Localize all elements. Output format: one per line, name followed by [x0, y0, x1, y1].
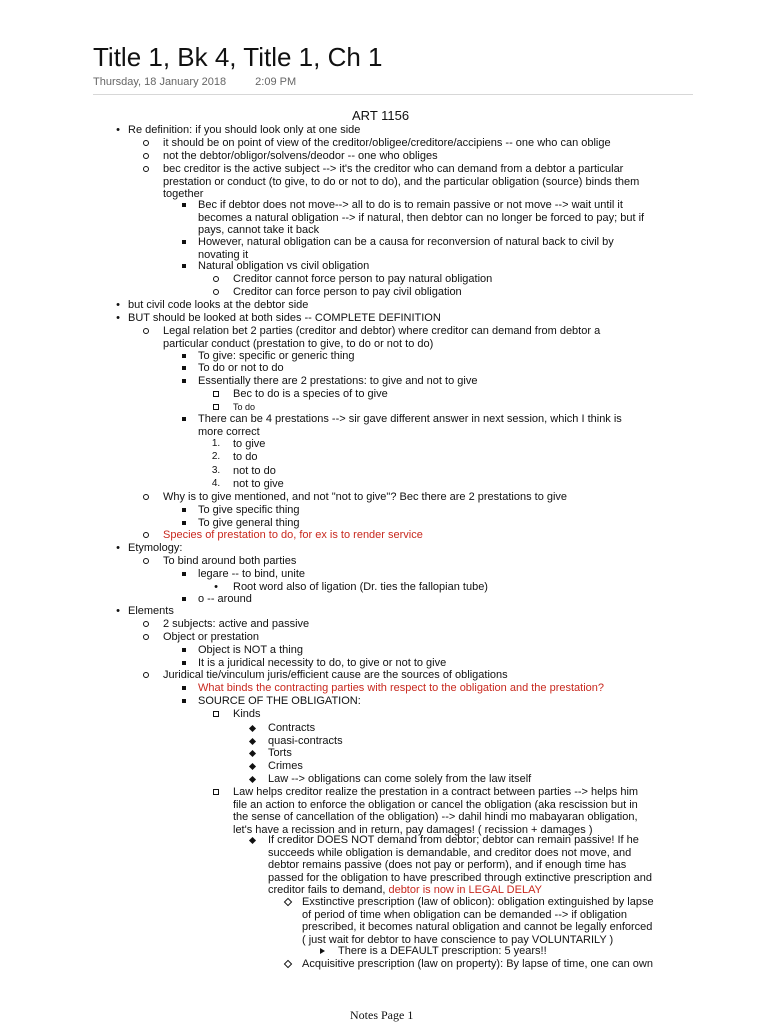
outline-item-text: Exstinctive prescription (law of oblicon): obligation extinguished by lapse [302, 896, 654, 908]
outline-item [268, 747, 292, 760]
bullet-square-icon [178, 236, 190, 249]
outline-item-text: novating it [198, 248, 249, 261]
bullet-dot-icon [112, 605, 124, 618]
page-meta [93, 76, 296, 88]
outline-item-text: To give general thing [198, 517, 300, 529]
bullet-square-icon [178, 593, 190, 606]
page-title: Title 1, Bk 4, Title 1, Ch 1 [93, 42, 383, 72]
bullet-arrow-icon [316, 945, 328, 958]
bullet-circle-icon [140, 618, 152, 631]
bullet-square-icon [178, 362, 190, 375]
outline-item-text: but civil code looks at the debtor side [128, 299, 309, 311]
outline-item-text: the sense of cancellation of the obligation) --> dahil hindi mo mabayaran obligation, [233, 811, 638, 824]
bullet-open-square-icon [210, 786, 222, 799]
outline-item-text: to give [233, 438, 266, 450]
outline-item-text: It is a juridical necessity to do, to give or not to give [198, 657, 447, 669]
outline-item-text: particular conduct (prestation to give, to do or not to do) [163, 337, 434, 350]
outline-item [233, 273, 492, 286]
outline-item [198, 236, 614, 261]
number-marker: 4. [211, 478, 221, 489]
outline-item [163, 491, 567, 504]
outline-item [268, 722, 315, 735]
outline-item-text: pays, cannot take it back [198, 224, 320, 237]
page-footer: Notes Page 1 [350, 1008, 414, 1022]
outline-item [128, 542, 182, 555]
bullet-diamond-icon [246, 834, 258, 847]
outline-item-text: BUT should be looked at both sides -- COMPLETE DEFINITION [128, 312, 441, 324]
outline-item-text: 2 subjects: active and passive [163, 618, 310, 630]
bullet-diamond-icon [246, 722, 258, 735]
outline-item [302, 896, 654, 946]
outline-item [163, 555, 296, 568]
outline-item-text: succeeds while obligation is demandable, and creditor does not move, and [268, 846, 632, 859]
outline-item-text: Object or prestation [163, 631, 259, 643]
bullet-square-icon [178, 375, 190, 388]
outline-item-text: legare -- to bind, unite [198, 568, 306, 580]
outline-item-text: Creditor cannot force person to pay natural obligation [233, 273, 493, 285]
outline-item [233, 388, 388, 401]
outline-item [198, 350, 355, 363]
bullet-diamond-icon [246, 735, 258, 748]
outline-item-text: Crimes [268, 760, 303, 772]
bullet-square-icon [178, 504, 190, 517]
outline-item [233, 581, 488, 594]
bullet-circle-icon [140, 163, 152, 176]
bullet-square-icon [178, 657, 190, 670]
number-marker: 1. [211, 438, 221, 449]
outline-item-text: There is a DEFAULT prescription: 5 years!! [338, 945, 547, 957]
outline-item-text: SOURCE OF THE OBLIGATION: [198, 695, 361, 707]
outline-item [198, 413, 622, 438]
outline-item-text: Why is to give mentioned, and not "not to give"? Bec there are 2 prestations to give [163, 491, 568, 503]
bullet-circle-icon [210, 273, 222, 286]
outline-item-text: becomes a natural obligation --> if natural, then debtor can no longer be forced to pay; but if [198, 211, 645, 224]
outline-item-text: To do or not to do [198, 362, 284, 374]
bullet-circle-icon [140, 137, 152, 150]
bullet-dot-icon [210, 581, 222, 594]
outline-item [198, 657, 446, 670]
outline-item-text: file an action to enforce the obligation or cancel the obligation (aka rescission but in [233, 798, 638, 811]
bullet-circle-icon [140, 150, 152, 163]
outline-item-text: Contracts [268, 722, 316, 734]
outline-item-text: What binds the contracting parties with respect to the obligation and the prestation? [198, 682, 605, 694]
outline-item [128, 312, 441, 325]
outline-item [128, 124, 360, 137]
bullet-open-diamond-icon [282, 896, 294, 909]
outline-item-text: There can be 4 prestations --> sir gave different answer in next session, which I think is [198, 413, 622, 425]
bullet-square-icon [178, 682, 190, 695]
outline-item [233, 708, 261, 721]
outline-item [163, 631, 259, 644]
bullet-diamond-icon [246, 760, 258, 773]
outline-item-text: Law --> obligations can come solely from the law itself [268, 773, 532, 785]
outline-item [198, 695, 361, 708]
outline-item [128, 299, 308, 312]
outline-item [198, 260, 369, 273]
outline-item-text: To give specific thing [198, 504, 300, 516]
outline-item-text: However, natural obligation can be a causa for reconversion of natural back to civil by [198, 236, 614, 248]
outline-item-text: prescribed, it becomes natural obligation and cannot be legally enforced [302, 921, 653, 934]
outline-item-text: o -- around [198, 593, 252, 605]
outline-item-text: Elements [128, 605, 174, 617]
outline-item-text: Re definition: if you should look only at one side [128, 124, 361, 136]
outline-item-text: not to do [233, 465, 276, 477]
outline-item-text: Legal relation bet 2 parties (creditor and debtor) where creditor can demand from debtor a [163, 325, 601, 337]
outline-item [163, 163, 639, 201]
bullet-diamond-icon [246, 747, 258, 760]
page-date: Thursday, 18 January 2018 [93, 76, 227, 88]
outline-item [268, 773, 531, 786]
outline-item-text: not to give [233, 478, 284, 490]
bullet-square-icon [178, 568, 190, 581]
bullet-square-icon [178, 517, 190, 530]
outline-item [338, 945, 547, 958]
outline-item-text: together [163, 188, 204, 201]
outline-item-text: prestation or conduct (to give, to do or not to do), and the particular obligation (source) binds them [163, 175, 640, 188]
outline-item [198, 593, 252, 606]
bullet-circle-icon [140, 631, 152, 644]
bullet-square-icon [178, 644, 190, 657]
bullet-open-diamond-icon [282, 958, 294, 971]
bullet-open-square-icon [210, 708, 222, 721]
page-time: 2:09 PM [255, 76, 297, 88]
outline-item-text: let's have a recission and in return, pay damages! ( recission + damages ) [233, 823, 593, 836]
bullet-circle-icon [140, 669, 152, 682]
outline-item [233, 286, 462, 299]
outline-item-text: Etymology: [128, 542, 183, 554]
bullet-dot-icon [112, 542, 124, 555]
outline-item-text: debtor remains passive (does not pay or perform), and if enough time has [268, 859, 627, 872]
outline-item [163, 137, 611, 150]
outline-item [198, 644, 303, 657]
outline-item-text: If creditor DOES NOT demand from debtor; debtor can remain passive! If he [268, 834, 639, 846]
outline-item [233, 478, 284, 491]
outline-item [268, 834, 652, 897]
outline-item-text: more correct [198, 425, 260, 438]
outline-item [233, 438, 265, 451]
outline-item [198, 568, 305, 581]
outline-item-text: Acquisitive prescription (law on property): By lapse of time, one can own [302, 958, 653, 970]
outline-item [198, 682, 604, 695]
outline-item-text: Bec if debtor does not move--> all to do is to remain passive or not move --> wait until it [198, 199, 623, 211]
outline-item-text: bec creditor is the active subject --> it's the creditor who can demand from a debtor a particular [163, 163, 624, 175]
outline-item-text: Essentially there are 2 prestations: to give and not to give [198, 375, 478, 387]
outline-item [198, 517, 300, 530]
outline-item [233, 786, 638, 836]
outline-item-text: To bind around both parties [163, 555, 297, 567]
bullet-square-icon [178, 260, 190, 273]
bullet-circle-icon [210, 286, 222, 299]
bullet-square-icon [178, 350, 190, 363]
outline-item-text: to do [233, 451, 258, 463]
number-marker: 3. [211, 465, 221, 476]
bullet-diamond-icon [246, 773, 258, 786]
section-heading: ART 1156 [352, 108, 410, 123]
outline-item-text: Juridical tie/vinculum juris/efficient cause are the sources of obligations [163, 669, 508, 681]
outline-item [198, 199, 644, 237]
outline-item [163, 150, 438, 163]
outline-item [198, 504, 300, 517]
outline-item-text: of period of time when obligation can be demanded --> if obligation [302, 908, 628, 921]
outline-item [198, 375, 477, 388]
outline-item [233, 465, 276, 478]
bullet-open-square-icon [210, 388, 222, 401]
outline-item [268, 760, 303, 773]
outline-item-text: To give: specific or generic thing [198, 350, 355, 362]
outline-item [163, 325, 600, 350]
outline-item-text: Bec to do is a species of to give [233, 388, 388, 400]
title-divider [93, 94, 693, 95]
outline-item-text: Law helps creditor realize the prestation in a contract between parties --> helps him [233, 786, 639, 798]
bullet-square-icon [178, 695, 190, 708]
bullet-circle-icon [140, 325, 152, 338]
outline-item-text: To do [233, 402, 256, 412]
outline-item-text: Kinds [233, 708, 261, 720]
outline-item [302, 958, 653, 971]
outline-item-text: quasi-contracts [268, 735, 343, 747]
outline-item [268, 735, 343, 748]
bullet-dot-icon [112, 312, 124, 325]
outline-item-text: Natural obligation vs civil obligation [198, 260, 370, 272]
bullet-circle-icon [140, 491, 152, 504]
outline-item-text: passed for the obligation to have prescribed through extinctive prescription and [268, 871, 653, 884]
outline-item [163, 669, 508, 682]
outline-item-text: Creditor can force person to pay civil obligation [233, 286, 462, 298]
outline-item-text: Species of prestation to do, for ex is to render service [163, 529, 423, 541]
bullet-open-square-icon [210, 401, 222, 414]
outline-item [233, 401, 255, 414]
outline-item-text: Object is NOT a thing [198, 644, 303, 656]
outline-item [163, 618, 309, 631]
outline-item [198, 362, 284, 375]
bullet-dot-icon [112, 124, 124, 137]
bullet-circle-icon [140, 555, 152, 568]
number-marker: 2. [211, 451, 221, 462]
outline-item [128, 605, 174, 618]
outline-item-text: creditor fails to demand, debtor is now in LEGAL DELAY [268, 884, 542, 897]
outline-item-text: it should be on point of view of the creditor/obligee/creditore/accipiens -- one who can oblige [163, 137, 611, 149]
outline-item-text: not the debtor/obligor/solvens/deodor -- one who obliges [163, 150, 438, 162]
outline-item-text: Torts [268, 747, 292, 759]
outline-item-highlight: debtor is now in LEGAL DELAY [388, 884, 542, 897]
bullet-circle-icon [140, 529, 152, 542]
bullet-square-icon [178, 413, 190, 426]
outline-item-text: Root word also of ligation (Dr. ties the fallopian tube) [233, 581, 488, 593]
outline-item-text: ( just wait for debtor to have conscience to pay VOLUNTARILY ) [302, 933, 614, 946]
bullet-square-icon [178, 199, 190, 212]
outline-item [163, 529, 423, 542]
bullet-dot-icon [112, 299, 124, 312]
outline-item [233, 451, 257, 464]
